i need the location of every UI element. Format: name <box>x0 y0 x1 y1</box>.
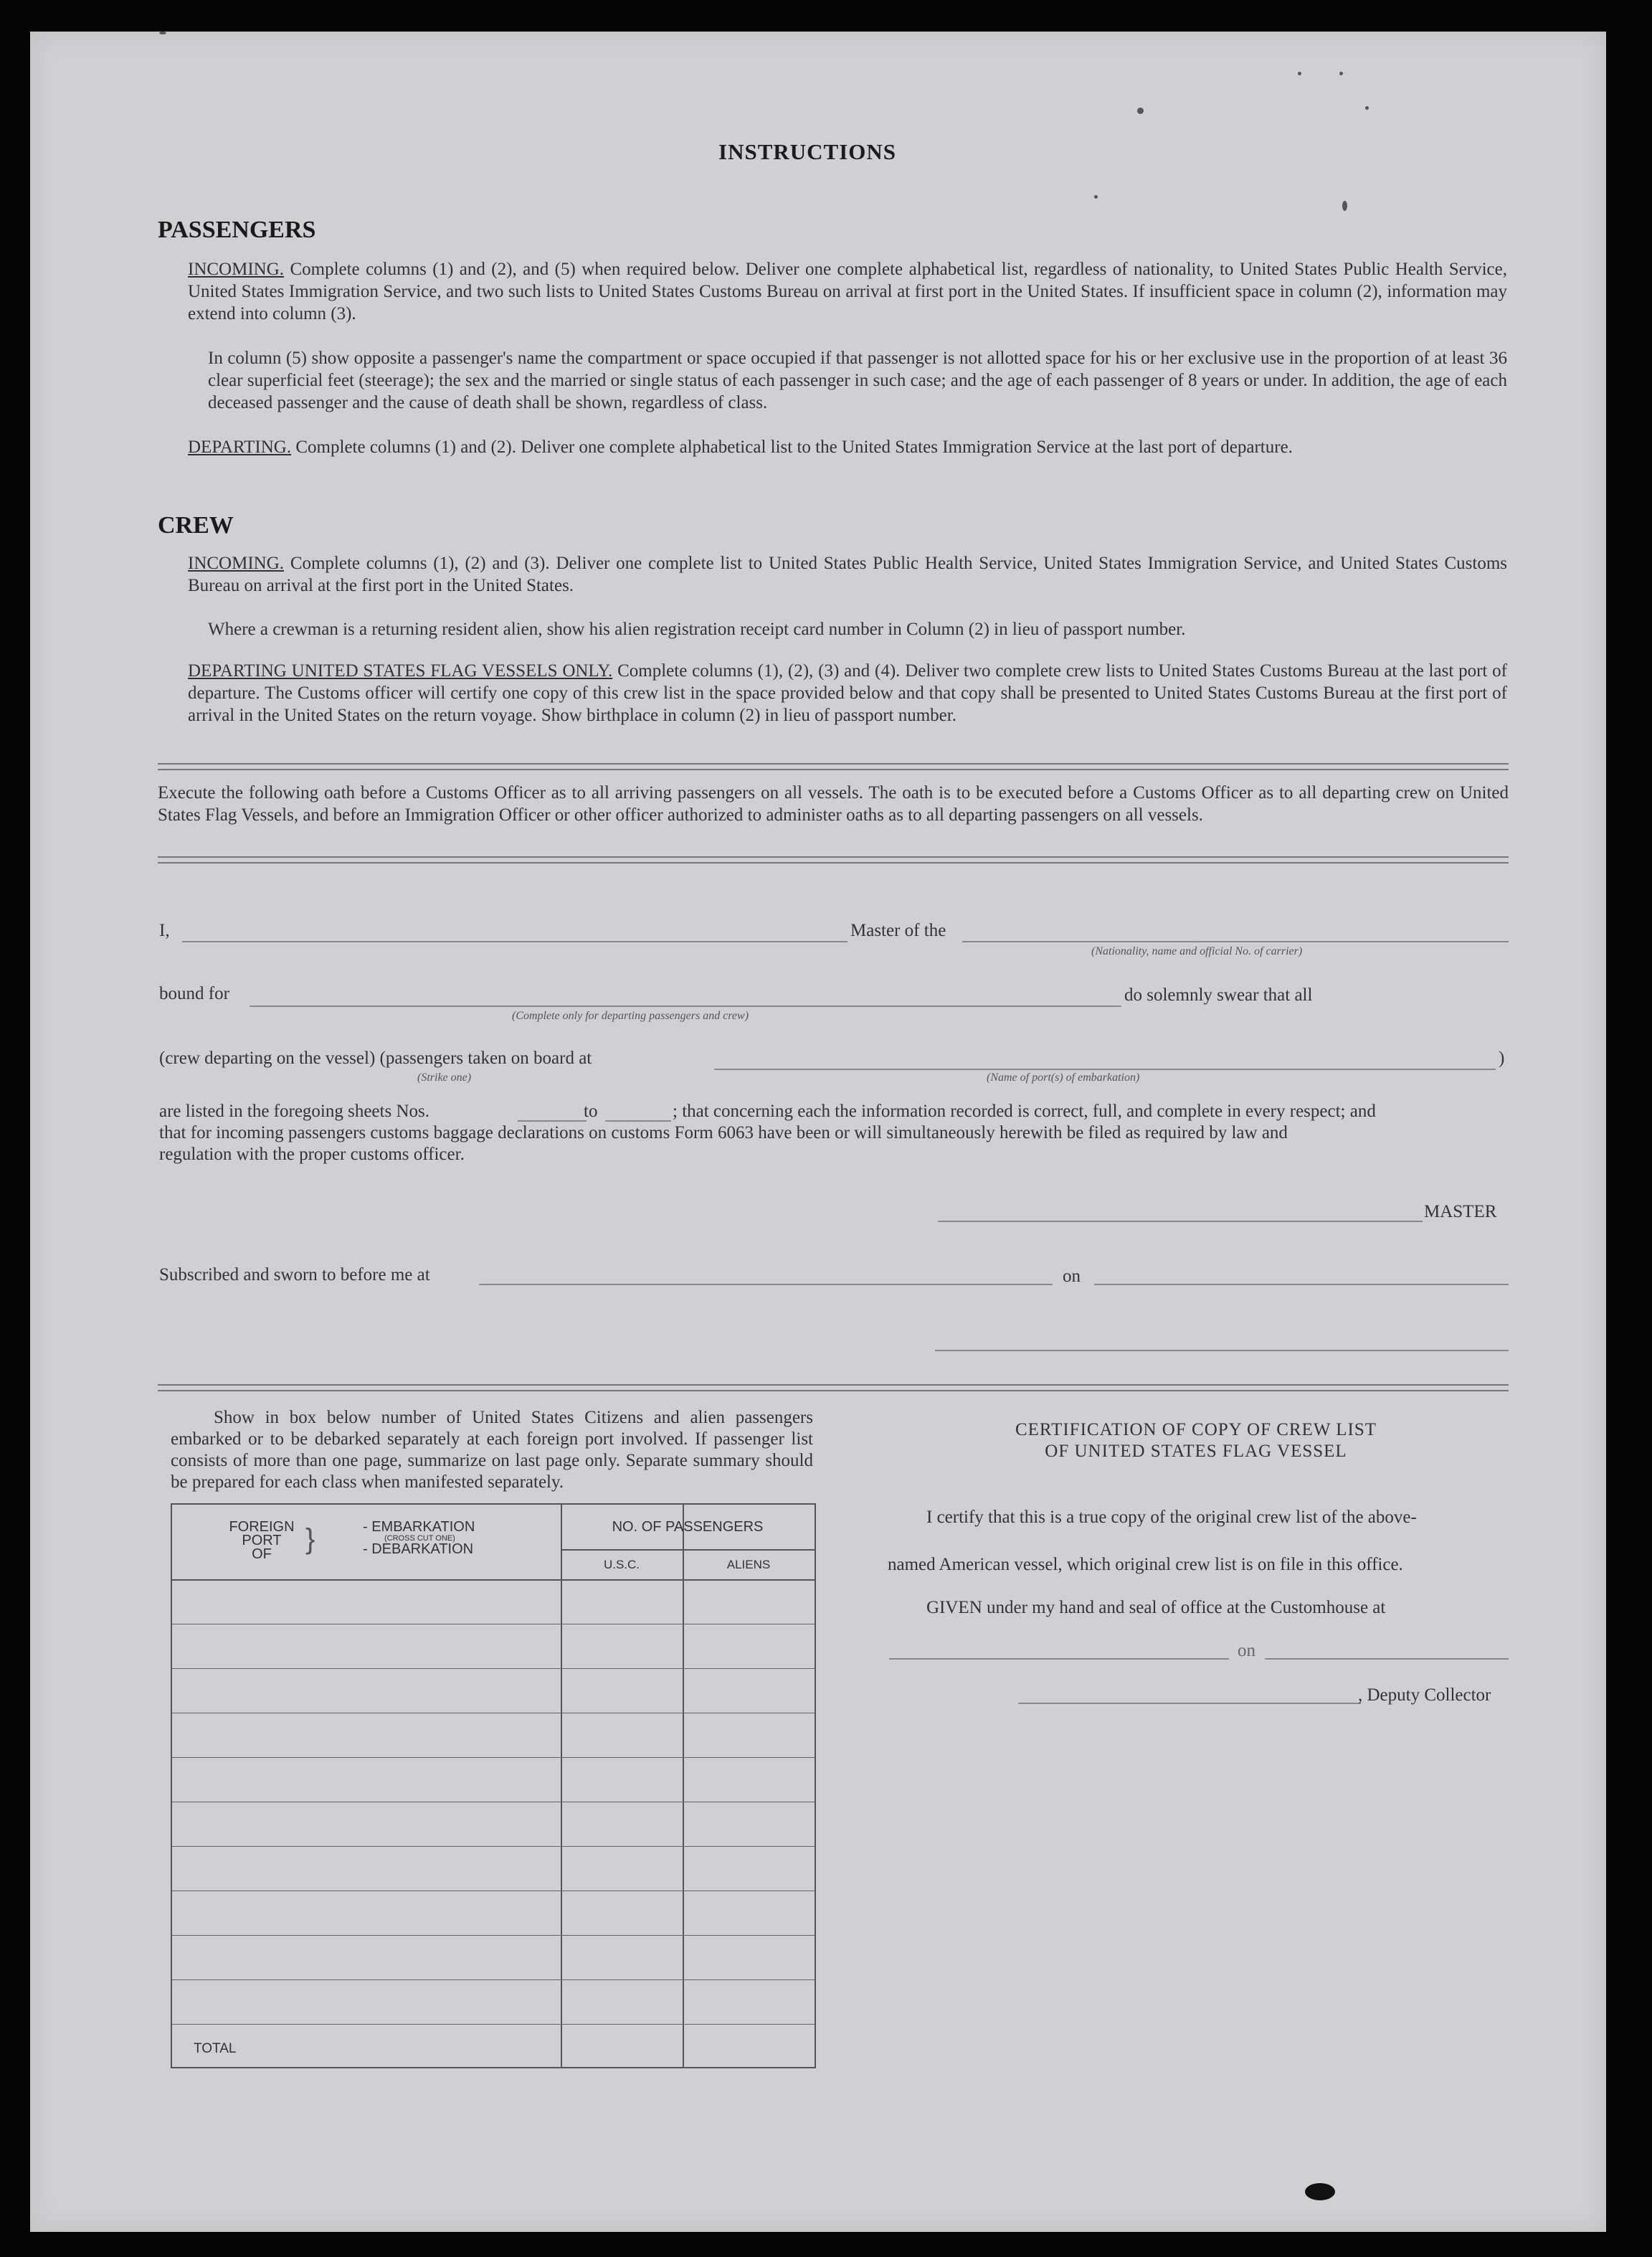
scan-speck <box>1298 72 1301 75</box>
oath-instruction-paragraph: Execute the following oath before a Customs Officer as to all arriving passengers on all vessels. The oath is to be executed before a Customs Officer as to all departing crew on United States Flag Vessels, and before an Immigration Officer or other officer authorized to administer oaths as to all departing passengers on all vessels. <box>158 783 1509 825</box>
listed-to-label: to <box>584 1102 598 1121</box>
usc-header: U.S.C. <box>603 1558 640 1571</box>
listed-sheets-label: are listed in the foregoing sheets Nos. <box>159 1102 429 1121</box>
table-row <box>172 1579 815 1581</box>
crew-incoming-paragraph <box>188 552 1507 597</box>
foreign-port-of-header <box>222 1520 301 1561</box>
crew-incoming-label: INCOMING. <box>188 554 285 573</box>
divider <box>158 1390 1509 1391</box>
scan-speck <box>1365 106 1369 110</box>
customhouse-field[interactable] <box>889 1658 1229 1660</box>
passengers-heading: PASSENGERS <box>158 217 316 243</box>
bound-for-hint: (Complete only for departing passengers and crew) <box>512 1010 749 1022</box>
master-label: MASTER <box>1424 1202 1497 1221</box>
crew-heading: CREW <box>158 512 234 539</box>
table-row <box>172 1846 815 1847</box>
ports-hint: (Name of port(s) of embarkation) <box>987 1071 1140 1084</box>
debarkation-header: - DEBARKATION <box>363 1541 474 1557</box>
aliens-header: ALIENS <box>726 1558 771 1571</box>
embarkation-ports-field[interactable] <box>714 1069 1496 1070</box>
crew-departing-paragraph <box>188 660 1507 727</box>
carrier-field[interactable] <box>962 941 1509 942</box>
passengers-departing-paragraph <box>188 436 1507 458</box>
total-label: TOTAL <box>194 2041 237 2056</box>
table-row <box>172 1979 815 1980</box>
carrier-hint: (Nationality, name and official No. of carrier) <box>1091 945 1303 957</box>
scan-speck <box>1339 72 1343 75</box>
passengers-departing-text: Complete columns (1) and (2). Deliver one complete alphabetical list to the United States Immigration Service at the last port of departure. <box>295 437 1293 457</box>
sworn-on-label: on <box>1063 1267 1081 1286</box>
form-sheet <box>30 32 1606 2232</box>
bound-for-label: bound for <box>159 984 229 1003</box>
passengers-column5-paragraph: In column (5) show opposite a passenger's name the compartment or space occupied if that passenger is not allotted space for his or her exclusive use in the proportion of at least 36 clear superficial feet (steerage); the sex and the married or single status of each passenger in such case; and the age of each passenger of 8 years or under. In addition, the age of each deceased passenger and the cause of death shall be shown, regardless of class. <box>208 349 1507 412</box>
passengers-incoming-text: Complete columns (1) and (2), and (5) when required below. Deliver one complete alphabetical list, regardless of nationality, to United States Public Health Service, United States Immigration Service, and two such lists to United States Customs Bureau on arrival at first port in the United States. If insufficient space in column (2), information may extend into column (3). <box>188 260 1508 323</box>
scan-speck <box>1305 2183 1335 2200</box>
crew-departing-label-oath: (crew departing on the vessel) (passengers taken on board at <box>159 1049 592 1068</box>
certify-line-1: I certify that this is a true copy of the original crew list of the above- <box>926 1508 1417 1527</box>
divider <box>158 769 1509 770</box>
passengers-departing-label: DEPARTING. <box>188 437 292 457</box>
brace-icon: } <box>305 1523 315 1555</box>
cross-cut-note: (CROSS CUT ONE) <box>384 1534 455 1543</box>
foreign-header: FOREIGN <box>229 1519 295 1535</box>
table-header-divider <box>561 1549 815 1551</box>
page-title: INSTRUCTIONS <box>718 139 897 164</box>
deputy-collector-field[interactable] <box>1018 1703 1361 1704</box>
subscribed-label: Subscribed and sworn to before me at <box>159 1265 430 1284</box>
table-row <box>172 1668 815 1669</box>
listed-text-3: regulation with the proper customs officer. <box>159 1145 465 1164</box>
crew-alien-paragraph: Where a crewman is a returning resident alien, show his alien registration receipt card number in Column (2) in lieu of passport number. <box>208 620 1186 639</box>
table-row <box>172 1935 815 1936</box>
strike-one-hint: (Strike one) <box>417 1071 472 1084</box>
bound-for-field[interactable] <box>250 1006 1121 1007</box>
listed-text-2: that for incoming passengers customs baggage declarations on customs Form 6063 have been or will simultaneously herewith be filed as required by law and <box>159 1123 1288 1142</box>
certification-title-line-2: OF UNITED STATES FLAG VESSEL <box>1045 1442 1347 1461</box>
master-of-label: Master of the <box>850 921 946 940</box>
table-column-divider <box>683 1505 684 2067</box>
summary-instruction-paragraph: Show in box below number of United States Citizens and alien passengers embarked or to be debarked separately at each foreign port involved. If passenger list consists of more than one page, summarize on last page only. Separate summary should be prepared for each class when manifested separately. <box>171 1408 813 1492</box>
certify-date-field[interactable] <box>1265 1658 1509 1660</box>
swear-label: do solemnly swear that all <box>1124 985 1313 1005</box>
certify-on-label: on <box>1238 1641 1255 1660</box>
master-name-field[interactable] <box>182 941 848 942</box>
of-header: OF <box>252 1546 272 1562</box>
crew-departing-label: DEPARTING UNITED STATES FLAG VESSELS ONLY. <box>188 661 613 681</box>
table-column-divider <box>561 1505 562 2067</box>
master-signature-field[interactable] <box>938 1221 1423 1222</box>
sheets-to-field[interactable] <box>605 1120 671 1122</box>
no-of-passengers-header: NO. OF PASSENGERS <box>612 1519 764 1535</box>
passengers-incoming-paragraph <box>188 258 1507 325</box>
sworn-at-field[interactable] <box>479 1284 1053 1285</box>
deputy-collector-label: , Deputy Collector <box>1358 1685 1491 1705</box>
embarkation-header: - EMBARKATION <box>363 1519 475 1535</box>
close-paren: ) <box>1499 1049 1505 1068</box>
scan-speck <box>1137 108 1144 114</box>
divider <box>158 763 1509 765</box>
passengers-incoming-label: INCOMING. <box>188 260 285 279</box>
passenger-summary-table <box>171 1503 816 2068</box>
table-row <box>172 1757 815 1758</box>
sworn-date-field[interactable] <box>1094 1284 1509 1285</box>
crew-departing-text: Complete columns (1), (2), (3) and (4). Deliver two complete crew lists to United States Customs Bureau at the last port of departure. The Customs officer will certify one copy of this crew list in the space provided below and that copy shall be presented to United States Customs Bureau at the first port of arrival in the United States on the return voyage. Show birthplace in column (2) in lieu of passport number. <box>188 661 1507 725</box>
crew-incoming-text: Complete columns (1), (2) and (3). Deliver one complete list to United States Public Health Service, United States Immigration Service, and United States Customs Bureau on arrival at the first port in the United States. <box>188 554 1508 595</box>
scan-speck <box>1094 195 1098 199</box>
scan-speck <box>159 32 166 34</box>
table-row <box>172 2024 815 2025</box>
officer-signature-field[interactable] <box>935 1350 1509 1351</box>
certify-line-3: GIVEN under my hand and seal of office at the Customhouse at <box>926 1598 1386 1617</box>
port-header: PORT <box>242 1533 282 1548</box>
oath-i-label: I, <box>159 921 170 940</box>
divider <box>158 1384 1509 1386</box>
divider <box>158 856 1509 858</box>
certification-title-line-1: CERTIFICATION OF COPY OF CREW LIST <box>1015 1420 1377 1439</box>
sheets-from-field[interactable] <box>518 1120 587 1122</box>
certify-line-2: named American vessel, which original crew list is on file in this office. <box>888 1555 1403 1574</box>
scan-speck <box>1342 201 1347 211</box>
embarkation-header-group <box>363 1520 475 1556</box>
listed-text-1: ; that concerning each the information recorded is correct, full, and complete in every respect; and <box>673 1102 1376 1121</box>
divider <box>158 862 1509 863</box>
